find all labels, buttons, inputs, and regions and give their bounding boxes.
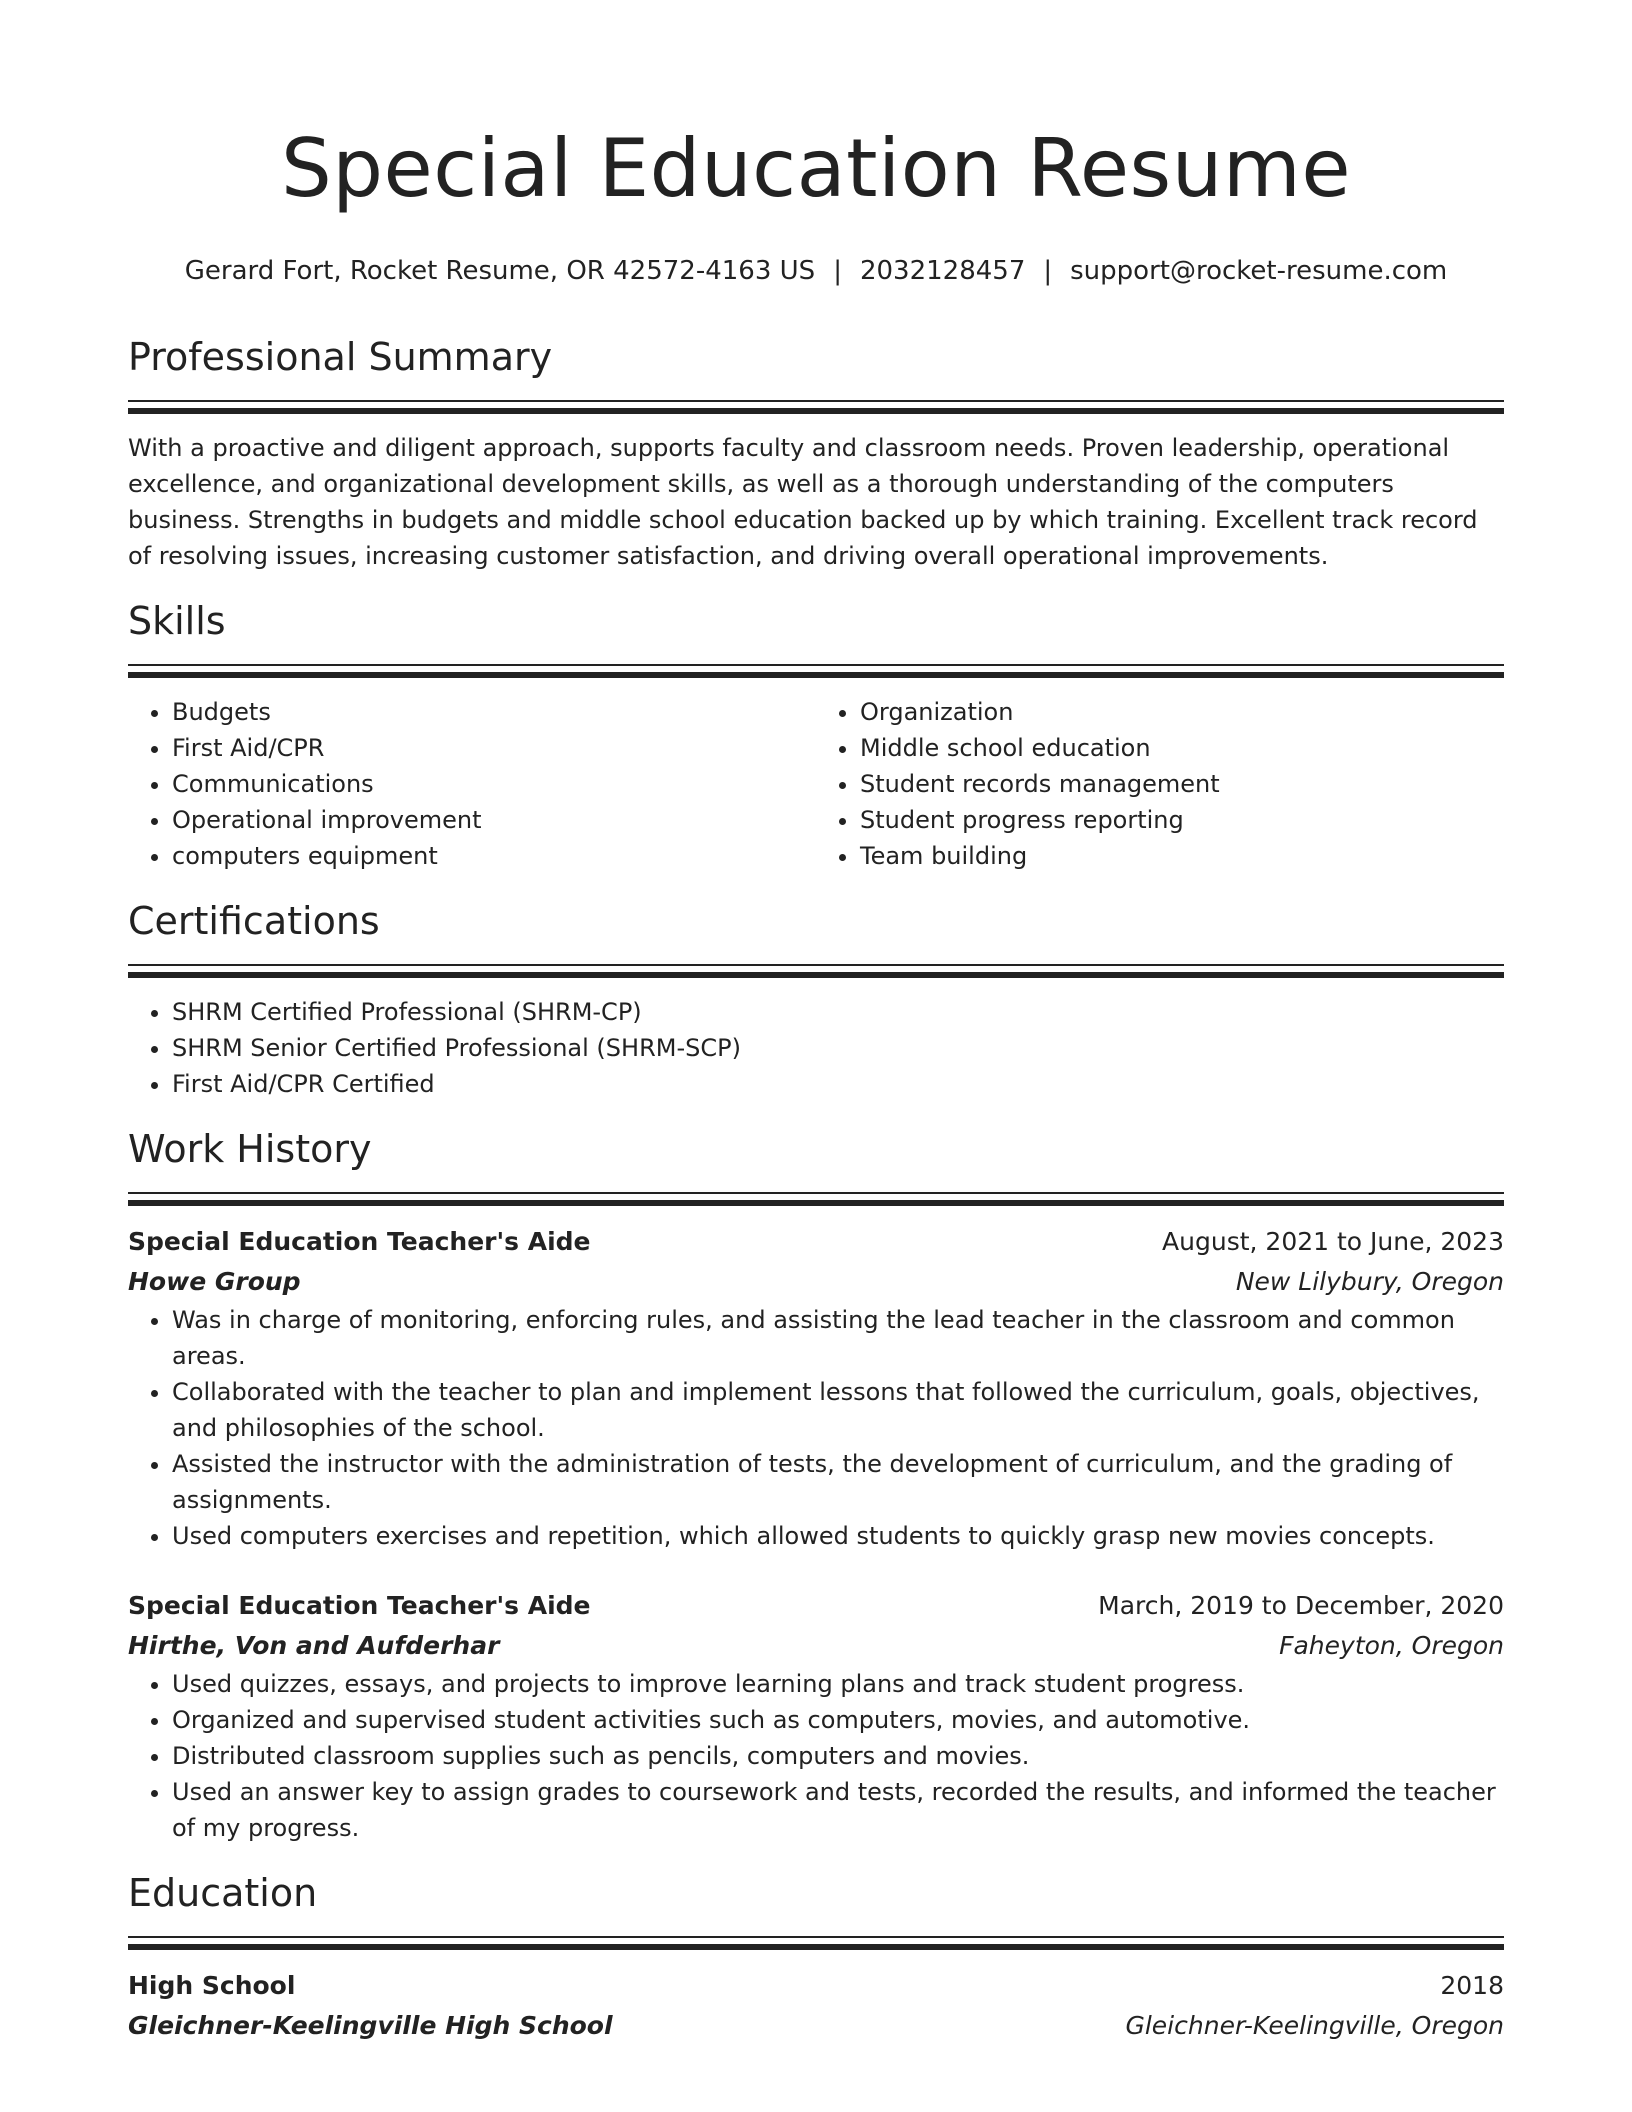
certification-item: • First Aid/CPR Certified bbox=[172, 1066, 1504, 1102]
skill-item: • Student progress reporting bbox=[860, 802, 1504, 838]
summary-text: With a proactive and diligent approach, supports faculty and classroom needs. Proven leadership, operational excellence, and organizational development skills, as well as a thorough understanding of the computers business. Strengths in budgets and middle school education backed up by which training. Excellent track record of resolving issues, increasing customer satisfaction, and driving overall operational improvements. bbox=[128, 434, 1478, 570]
skills-column-right bbox=[816, 694, 1504, 874]
education-year: 2018 bbox=[1440, 1971, 1504, 2000]
resume-title: Special Education Resume bbox=[280, 122, 1352, 215]
work-history-body bbox=[128, 1222, 1504, 1846]
section-heading-work-history: Work History bbox=[128, 1127, 372, 1171]
section-heading-skills: Skills bbox=[128, 599, 226, 643]
section-divider bbox=[128, 664, 1504, 678]
summary-body bbox=[128, 430, 1504, 574]
skill-item: • First Aid/CPR bbox=[172, 730, 816, 766]
education-header-row bbox=[128, 1966, 1504, 2006]
contact-separator: | bbox=[1043, 256, 1053, 286]
education-school-row bbox=[128, 2006, 1504, 2046]
contact-line bbox=[128, 254, 1504, 288]
skills-column-left bbox=[128, 694, 816, 874]
job-entry bbox=[128, 1586, 1504, 1846]
contact-phone: 2032128457 bbox=[859, 256, 1026, 286]
skill-item: • Middle school education bbox=[860, 730, 1504, 766]
job-dates: August, 2021 to June, 2023 bbox=[1162, 1227, 1504, 1256]
job-bullet: • Distributed classroom supplies such as pencils, computers and movies. bbox=[172, 1738, 1504, 1774]
section-divider bbox=[128, 1936, 1504, 1950]
job-bullet: • Collaborated with the teacher to plan and implement lessons that followed the curriculum, goals, objectives, and philosophies of the school. bbox=[172, 1374, 1504, 1446]
education-body bbox=[128, 1966, 1504, 2046]
job-bullet: • Used quizzes, essays, and projects to improve learning plans and track student progress. bbox=[172, 1666, 1504, 1702]
education-location: Gleichner-Keelingville, Oregon bbox=[1125, 2011, 1504, 2040]
job-bullet: • Used an answer key to assign grades to coursework and tests, recorded the results, and informed the teacher of my progress. bbox=[172, 1774, 1504, 1846]
job-bullet: • Organized and supervised student activities such as computers, movies, and automotive. bbox=[172, 1702, 1504, 1738]
job-company-row bbox=[128, 1626, 1504, 1666]
job-title: Special Education Teacher's Aide bbox=[128, 1591, 591, 1620]
education-degree: High School bbox=[128, 1971, 296, 2000]
education-section bbox=[128, 1868, 1504, 2046]
job-header-row bbox=[128, 1222, 1504, 1262]
section-divider bbox=[128, 400, 1504, 414]
section-divider bbox=[128, 1192, 1504, 1206]
work-history-section bbox=[128, 1124, 1504, 1846]
job-entry bbox=[128, 1222, 1504, 1554]
job-header-row bbox=[128, 1586, 1504, 1626]
job-location: New Lilybury, Oregon bbox=[1235, 1267, 1504, 1296]
job-bullet: • Assisted the instructor with the administration of tests, the development of curriculum, and the grading of assignments. bbox=[172, 1446, 1504, 1518]
certification-item: • SHRM Certified Professional (SHRM-CP) bbox=[172, 994, 1504, 1030]
skill-item: • Communications bbox=[172, 766, 816, 802]
skills-grid bbox=[128, 694, 1504, 874]
job-dates: March, 2019 to December, 2020 bbox=[1098, 1591, 1504, 1620]
section-heading-certifications: Certifications bbox=[128, 899, 380, 943]
job-bullets bbox=[128, 1302, 1504, 1554]
summary-section bbox=[128, 332, 1504, 574]
education-school: Gleichner-Keelingville High School bbox=[128, 2011, 613, 2040]
job-bullets bbox=[128, 1666, 1504, 1846]
job-bullet: • Was in charge of monitoring, enforcing rules, and assisting the lead teacher in the classroom and common areas. bbox=[172, 1302, 1504, 1374]
certifications-body bbox=[128, 994, 1504, 1102]
skill-item: • Organization bbox=[860, 694, 1504, 730]
skills-section bbox=[128, 596, 1504, 874]
job-company: Hirthe, Von and Aufderhar bbox=[128, 1631, 500, 1660]
skill-item: • Budgets bbox=[172, 694, 816, 730]
job-title: Special Education Teacher's Aide bbox=[128, 1227, 591, 1256]
section-heading-summary: Professional Summary bbox=[128, 335, 553, 379]
job-location: Faheyton, Oregon bbox=[1279, 1631, 1504, 1660]
job-bullet: • Used computers exercises and repetition, which allowed students to quickly grasp new movies concepts. bbox=[172, 1518, 1504, 1554]
skill-item: • computers equipment bbox=[172, 838, 816, 874]
contact-address: Gerard Fort, Rocket Resume, OR 42572-4163 US bbox=[184, 256, 816, 286]
job-company: Howe Group bbox=[128, 1267, 301, 1296]
skill-item: • Team building bbox=[860, 838, 1504, 874]
job-company-row bbox=[128, 1262, 1504, 1302]
skill-item: • Operational improvement bbox=[172, 802, 816, 838]
certification-item: • SHRM Senior Certified Professional (SHRM-SCP) bbox=[172, 1030, 1504, 1066]
section-divider bbox=[128, 964, 1504, 978]
section-heading-education: Education bbox=[128, 1871, 318, 1915]
skill-item: • Student records management bbox=[860, 766, 1504, 802]
certifications-section bbox=[128, 896, 1504, 1102]
contact-email: support@rocket-resume.com bbox=[1070, 256, 1448, 286]
contact-separator: | bbox=[833, 256, 842, 286]
